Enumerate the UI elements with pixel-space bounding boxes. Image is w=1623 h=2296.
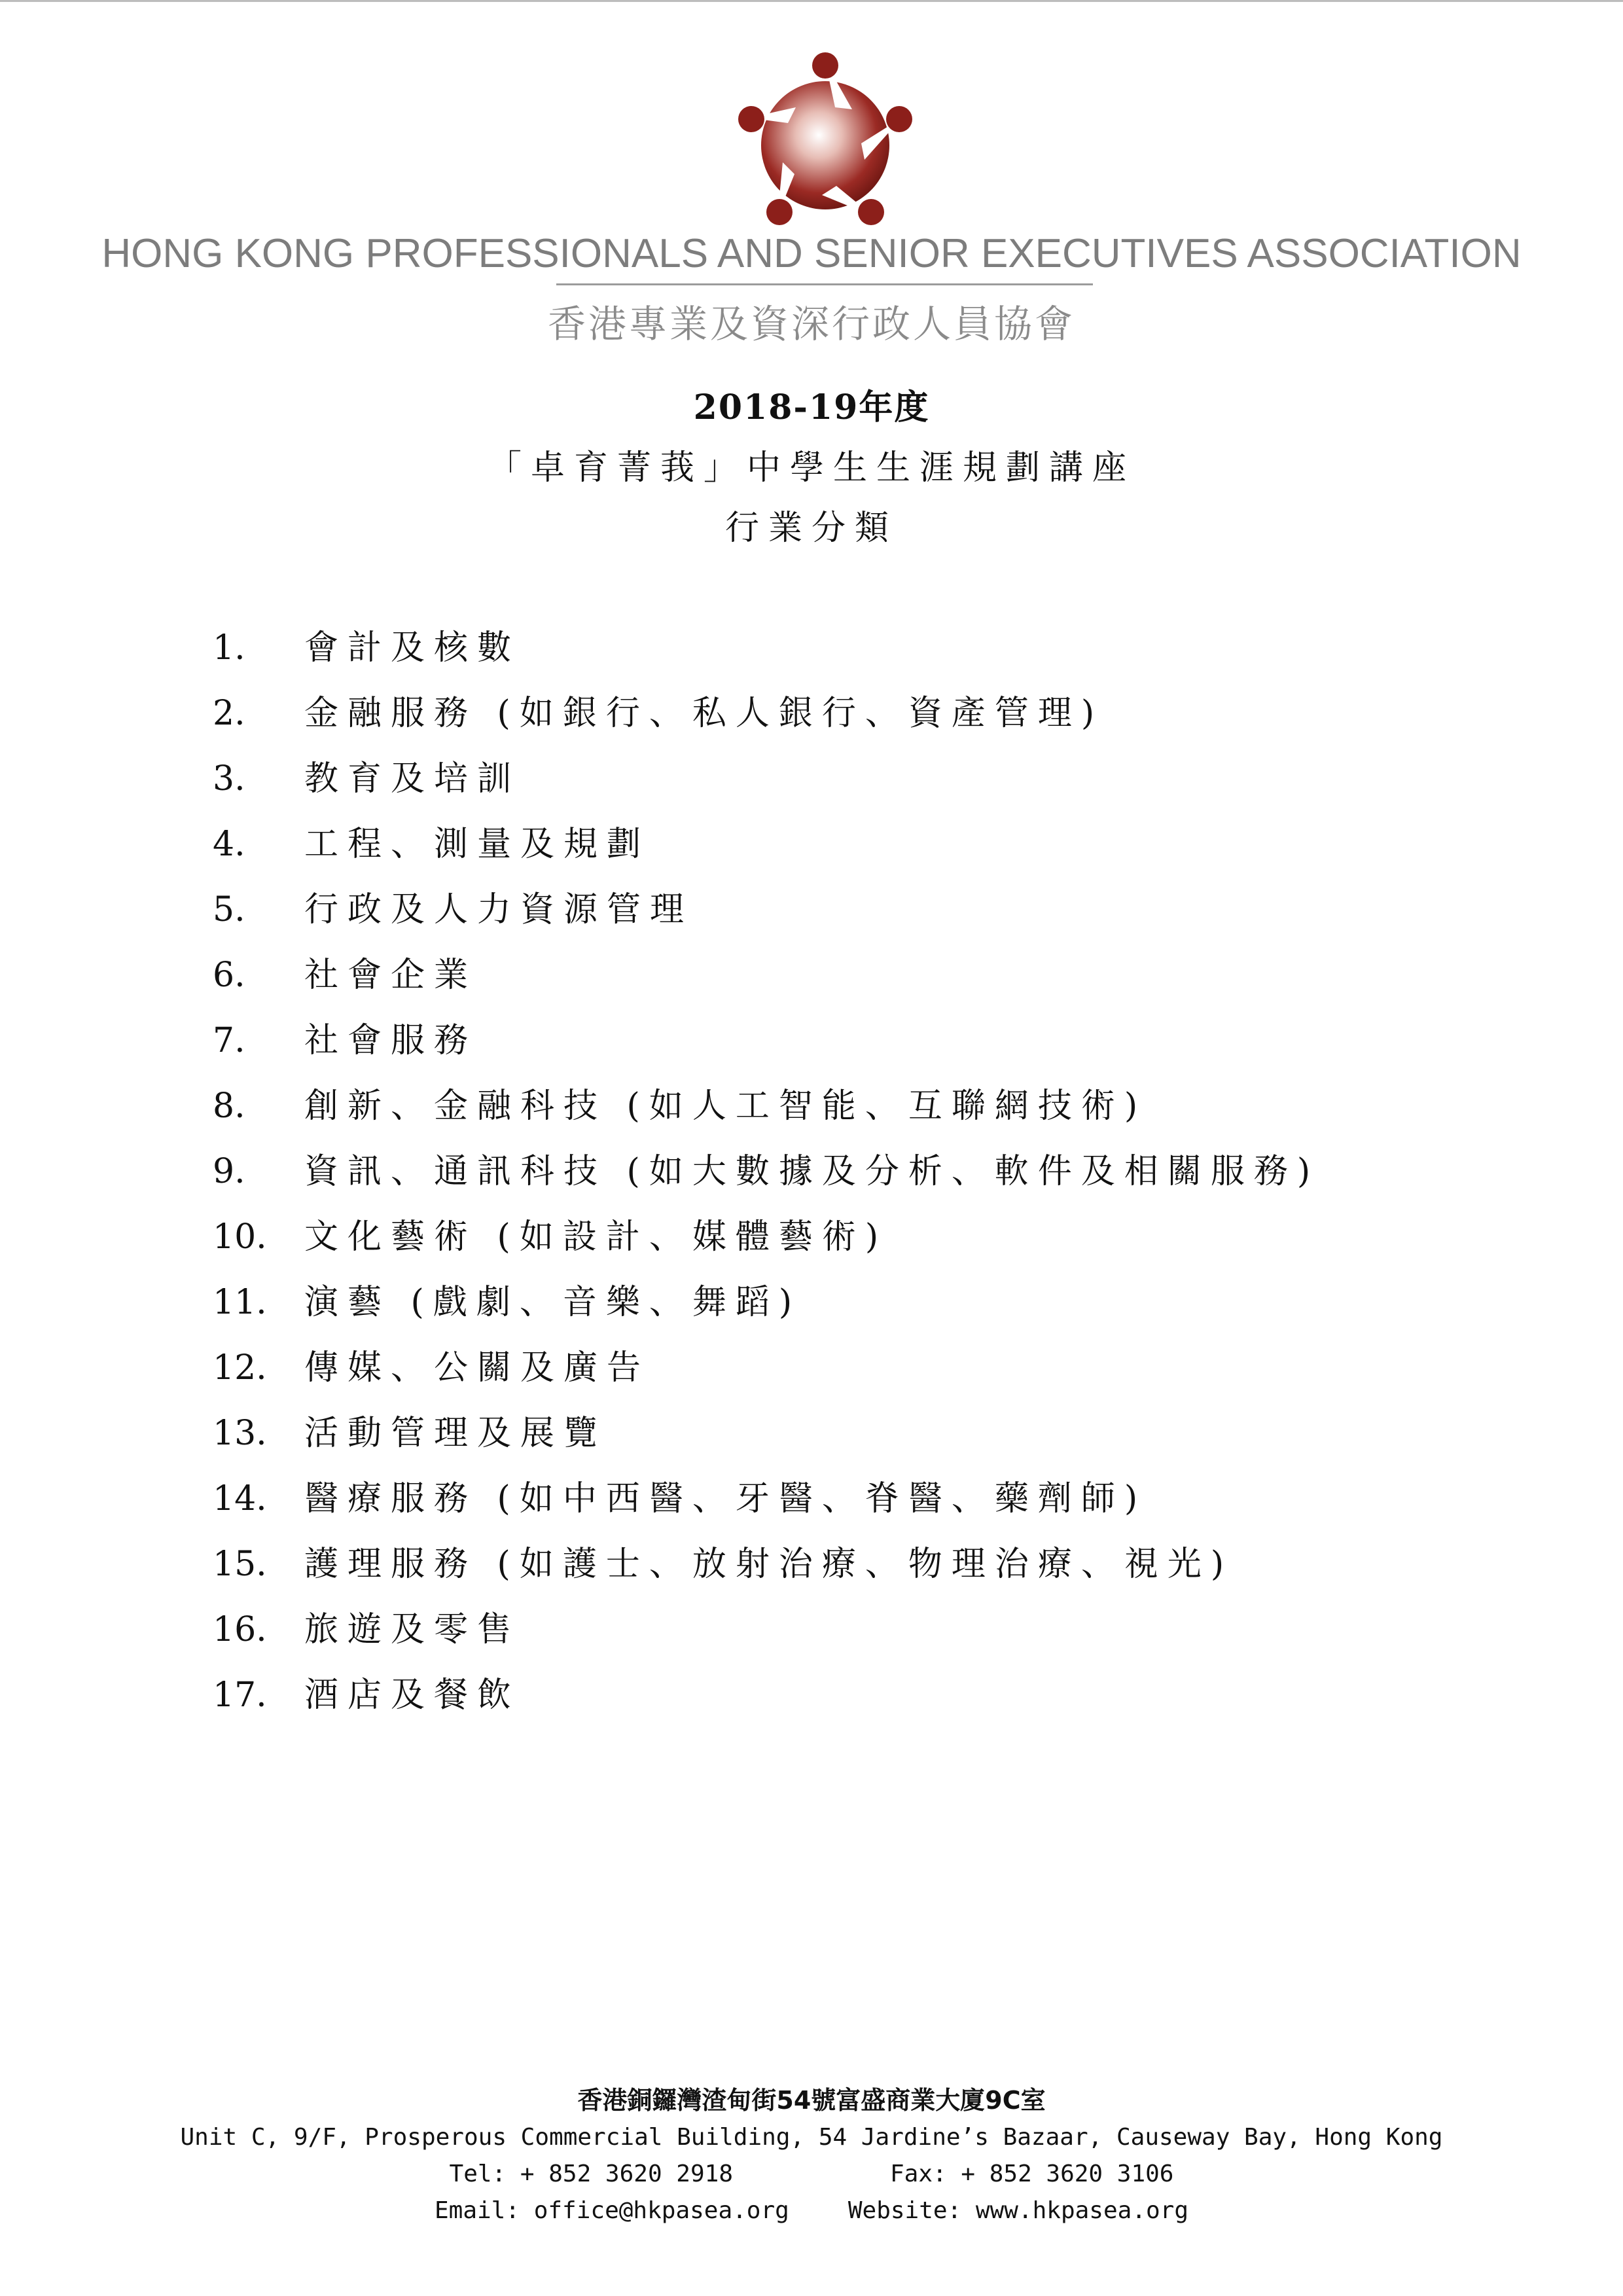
footer-tel: Tel: + 852 3620 2918 [449,2161,733,2187]
item-label: 文化藝術 (如設計、媒體藝術) [304,1217,888,1257]
item-label: 傳媒、公關及廣告 [304,1348,651,1388]
footer-address-chinese: 香港銅鑼灣渣甸街54號富盛商業大廈9C室 [577,2086,1046,2115]
item-label: 醫療服務 (如中西醫、牙醫、脊醫、藥劑師) [304,1479,1147,1518]
item-number: 16. [213,1610,267,1649]
item-number: 12. [213,1348,267,1388]
footer-website[interactable]: Website: www.hkpasea.org [847,2197,1189,2224]
category-heading: 行業分類 [724,509,898,548]
footer-phone-row [0,2156,1623,2193]
footer-email[interactable]: Email: office@hkpasea.org [434,2197,789,2224]
item-number: 17. [213,1676,267,1715]
header-divider [556,283,1093,285]
item-number: 5. [213,890,245,929]
item-number: 9. [213,1152,245,1191]
top-border-line [0,0,1623,2]
item-label: 活動管理及展覽 [304,1414,607,1453]
item-label: 行政及人力資源管理 [304,890,694,929]
item-label: 旅遊及零售 [304,1610,521,1649]
item-label: 社會服務 [304,1021,478,1060]
item-label: 護理服務 (如護士、放射治療、物理治療、視光) [304,1545,1234,1584]
item-number: 7. [213,1021,245,1060]
item-number: 6. [213,956,245,995]
item-label: 金融服務 (如銀行、私人銀行、資產管理) [304,694,1104,733]
item-number: 8. [213,1086,245,1126]
item-number: 13. [213,1414,267,1453]
org-name-chinese: 香港專業及資深行政人員協會 [547,302,1075,346]
item-label: 資訊、通訊科技 (如大數據及分析、軟件及相關服務) [304,1152,1320,1191]
item-number: 4. [213,825,245,864]
item-label: 會計及核數 [304,628,521,668]
item-number: 14. [213,1479,267,1518]
footer-address-english: Unit C, 9/F, Prosperous Commercial Building, 54 Jardine’s Bazaar, Causeway Bay, Hong Kong [180,2124,1443,2151]
event-title: 「卓育菁莪」中學生生涯規劃講座 [487,448,1135,488]
org-name-english: HONG KONG PROFESSIONALS AND SENIOR EXECUTIVES ASSOCIATION [101,231,1522,276]
footer-web-row [0,2193,1623,2229]
item-number: 3. [213,759,245,798]
item-label: 教育及培訓 [304,759,521,798]
item-number: 15. [213,1545,267,1584]
footer-fax: Fax: + 852 3620 3106 [890,2161,1174,2187]
item-number: 2. [213,694,245,733]
document-year: 2018-19年度 [693,387,930,427]
item-number: 10. [213,1217,267,1257]
footer [0,2081,1623,2229]
item-label: 工程、測量及規劃 [304,825,651,864]
item-label: 演藝 (戲劇、音樂、舞蹈) [304,1283,802,1322]
association-logo-icon [730,47,920,237]
item-label: 創新、金融科技 (如人工智能、互聯網技術) [304,1086,1147,1126]
item-number: 1. [213,628,245,668]
item-number: 11. [213,1283,267,1322]
item-label: 酒店及餐飲 [304,1676,521,1715]
item-label: 社會企業 [304,956,478,995]
